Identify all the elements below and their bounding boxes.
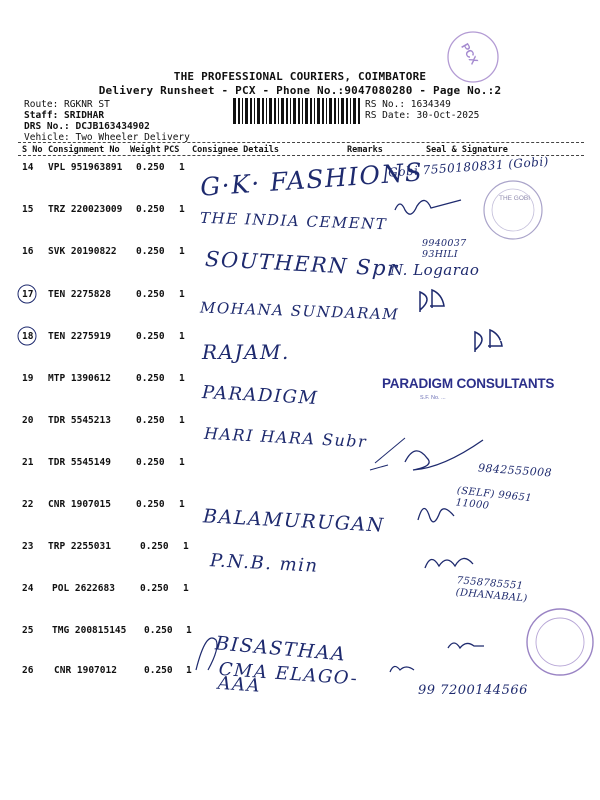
row-sno: 14	[22, 162, 34, 173]
seal-row14: Gobi 7550180831 (Gobi)	[387, 154, 550, 180]
barcode-bar	[338, 98, 339, 124]
row-sno: 17	[22, 289, 34, 300]
row-consignment: TRZ 220023009	[48, 204, 123, 215]
signature-row22	[418, 508, 454, 521]
barcode-bar	[322, 98, 324, 124]
consignee-row17: MOHANA SUNDARAM	[199, 298, 400, 324]
row-pcs: 1	[179, 289, 185, 300]
consignee-row14: G·K· FASHIONS	[199, 157, 425, 202]
row-weight: 0.250	[136, 246, 165, 257]
consignee-row20: HARI HARA Subr	[203, 423, 368, 452]
row-sno: 22	[22, 499, 34, 510]
pcx-stamp-text: PCX	[458, 41, 480, 67]
barcode-bar	[317, 98, 320, 124]
row-weight: 0.250	[136, 457, 165, 468]
row-sno: 24	[22, 583, 34, 594]
row-weight: 0.250	[136, 331, 165, 342]
row-pcs: 1	[179, 499, 185, 510]
row-weight: 0.250	[136, 204, 165, 215]
seal-row15: 9940037 93HILI	[422, 238, 467, 260]
row-weight: 0.250	[140, 541, 169, 552]
barcode-bar	[250, 98, 252, 124]
row-pcs: 1	[183, 541, 189, 552]
row-sno: 19	[22, 373, 34, 384]
barcode-bar	[266, 98, 267, 124]
purple-seal-inner	[536, 618, 584, 666]
barcode-bar	[278, 98, 279, 124]
barcode-bar	[334, 98, 336, 124]
seal-row17: DL	[448, 290, 462, 300]
row-consignment: TMG 200815145	[52, 625, 127, 636]
barcode-bar	[293, 98, 296, 124]
barcode-bar	[326, 98, 327, 124]
seal-row21: 9842555008	[477, 461, 553, 480]
col-pcs: PCS	[164, 145, 180, 155]
barcode-bar	[353, 98, 356, 124]
header-rule-top	[18, 142, 584, 143]
barcode-bar	[242, 98, 243, 124]
col-remarks: Remarks	[347, 145, 383, 155]
company-seal-text: THE GOBI	[499, 195, 531, 202]
col-sno: S No	[22, 145, 43, 155]
row-sno: 18	[22, 331, 34, 342]
barcode-bar	[329, 98, 332, 124]
col-seal: Seal & Signature	[426, 145, 508, 155]
row-sno: 26	[22, 665, 34, 676]
row-sno: 20	[22, 415, 34, 426]
row-consignment: TDR 5545213	[48, 415, 111, 426]
row-consignment: TEN 2275828	[48, 289, 111, 300]
consignee-row22: BALAMURUGAN	[202, 505, 386, 537]
row-weight: 0.250	[136, 289, 165, 300]
row-pcs: 1	[186, 625, 192, 636]
barcode-bar	[286, 98, 288, 124]
consignee-row16: SOUTHERN Spr	[204, 246, 400, 282]
signature-row23	[425, 558, 473, 568]
seal-row22: (SELF) 99651 11000	[455, 485, 533, 512]
company-seal-circle	[484, 181, 542, 239]
barcode-bar	[257, 98, 260, 124]
row-pcs: 1	[186, 665, 192, 676]
seal-row19: PARADIGM CONSULTANTS	[382, 376, 555, 391]
seal-row26: 99 7200144566	[418, 683, 528, 698]
row-consignment: MTP 1390612	[48, 373, 111, 384]
seal-row24: 7558785551 (DHANABAL)	[455, 575, 528, 605]
row-consignment: TRP 2255031	[48, 541, 111, 552]
barcode-bar	[262, 98, 264, 124]
consignee-row18: RAJAM.	[202, 340, 290, 364]
route-label: Route: RGKNR ST	[24, 99, 110, 110]
seal-row18: DL	[500, 334, 514, 344]
signature-row25	[448, 643, 484, 648]
consignee-row25: BISASTHAA	[214, 632, 348, 666]
rs-number: RS No.: 1634349	[365, 99, 451, 110]
row-sno: 25	[22, 625, 34, 636]
company-title: THE PROFESSIONAL COURIERS, COIMBATORE	[173, 70, 427, 83]
barcode-bar	[233, 98, 236, 124]
strike-row20	[370, 438, 405, 470]
consignee-row15: THE INDIA CEMENT	[199, 208, 388, 234]
row-pcs: 1	[183, 583, 189, 594]
row-consignment: CNR 1907015	[48, 499, 111, 510]
paradigm-stamp-sub: S.F. No. ...	[420, 395, 446, 401]
row-weight: 0.250	[140, 583, 169, 594]
barcode-bar	[238, 98, 240, 124]
row-sno: 15	[22, 204, 34, 215]
row-pcs: 1	[179, 373, 185, 384]
header-rule-bottom	[18, 155, 584, 156]
barcode-bar	[350, 98, 351, 124]
staff-label: Staff: SRIDHAR	[24, 110, 105, 121]
row-weight: 0.250	[136, 499, 165, 510]
row-sno: 23	[22, 541, 34, 552]
barcode-bar	[254, 98, 255, 124]
row-pcs: 1	[179, 204, 185, 215]
row-weight: 0.250	[136, 162, 165, 173]
row-weight: 0.250	[136, 415, 165, 426]
consignee-row19: PARADIGM	[201, 381, 319, 410]
row-consignment: SVK 20190822	[48, 246, 117, 257]
barcode-bar	[245, 98, 248, 124]
row-consignment: POL 2622683	[52, 583, 115, 594]
row-weight: 0.250	[144, 665, 173, 676]
col-weight: Weight	[130, 145, 161, 155]
barcode-bar	[302, 98, 303, 124]
consignee-row23: P.N.B. min	[209, 550, 320, 577]
barcode-bar	[281, 98, 284, 124]
col-consignee: Consignee Details	[192, 145, 279, 155]
row-pcs: 1	[179, 162, 185, 173]
barcode-bar	[314, 98, 315, 124]
row-consignment: TDR 5545149	[48, 457, 111, 468]
seal-row16: N. Logarao	[390, 261, 480, 279]
vehicle-label: Vehicle: Two Wheeler Delivery	[24, 132, 190, 143]
signature-row21	[405, 440, 483, 470]
runsheet-title: Delivery Runsheet - PCX - Phone No.:9047080280 - Page No.:2	[98, 84, 502, 97]
row-pcs: 1	[179, 246, 185, 257]
barcode-bar	[269, 98, 272, 124]
row-consignment: TEN 2275919	[48, 331, 111, 342]
barcode-bar	[346, 98, 348, 124]
row-pcs: 1	[179, 415, 185, 426]
signature-row17	[420, 290, 444, 312]
row-pcs: 1	[179, 331, 185, 342]
barcode-bar	[305, 98, 308, 124]
row-consignment: CNR 1907012	[54, 665, 117, 676]
rs-date: RS Date: 30-Oct-2025	[365, 110, 480, 121]
signature-row18	[475, 330, 502, 352]
row-pcs: 1	[179, 457, 185, 468]
consignee-row26: CMA ELAGO-AAA	[216, 658, 360, 697]
row-weight: 0.250	[144, 625, 173, 636]
signature-row15	[395, 200, 461, 214]
signature-row26	[390, 666, 414, 672]
row-sno: 21	[22, 457, 34, 468]
col-consignment: Consignment No	[48, 145, 120, 155]
row-consignment: VPL 951963891	[48, 162, 123, 173]
barcode-bar	[290, 98, 291, 124]
barcode-bar	[358, 98, 360, 124]
drs-number: DRS No.: DCJB163434902	[24, 121, 150, 132]
barcode-bar	[274, 98, 276, 124]
row-sno: 16	[22, 246, 34, 257]
barcode-bar	[341, 98, 344, 124]
barcode-bar	[298, 98, 300, 124]
barcode-bar	[310, 98, 312, 124]
barcode	[233, 98, 361, 124]
purple-seal-circle	[527, 609, 593, 675]
row-weight: 0.250	[136, 373, 165, 384]
